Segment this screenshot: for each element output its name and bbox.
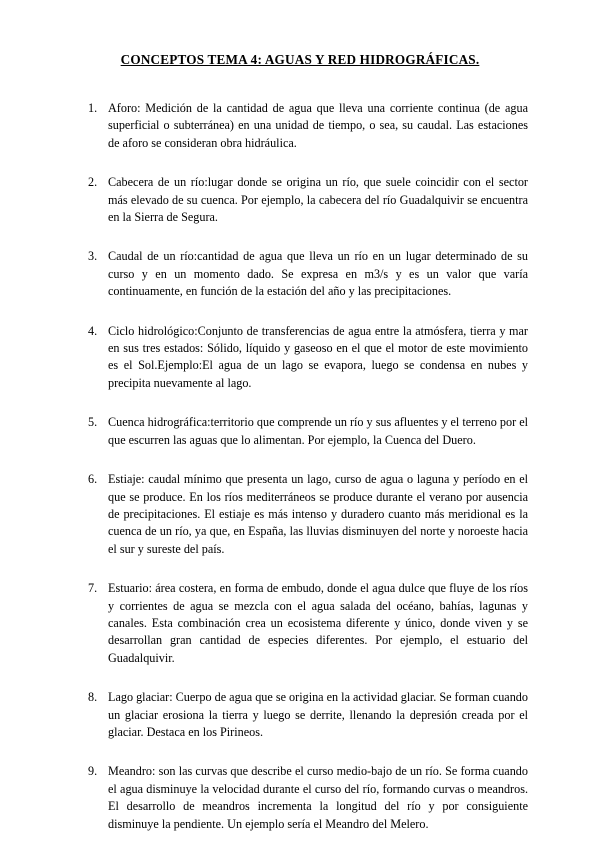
item-text: Estuario: área costera, en forma de embudo, donde el agua dulce que fluye de los ríos y corrientes de agua se mezcla con el agua salada del océano, bahías, lagunas y canales. Esta combinación crea un ecosistema diferente y único, donde viven y se desarrollan gran cantidad de especies diferentes. Por ejemplo, el estuario del Guadalquivir. [108,581,528,665]
item-text: Aforo: Medición de la cantidad de agua que lleva una corriente continua (de agua superficial o subterránea) en una unidad de tiempo, o sea, su caudal. Las estaciones de aforo se consideran obra hidráulica. [108,101,528,150]
item-number: 7. [88,581,98,596]
item-number: 4. [88,323,98,338]
document-title: CONCEPTOS TEMA 4: AGUAS Y RED HIDROGRÁFICAS. [120,52,480,67]
concept-list [0,100,600,855]
item-number: 8. [88,690,98,705]
item-text: Caudal de un río:cantidad de agua que lleva un río en un lugar determinado de su curso y en un momento dado. Se expresa en m3/s y es un valor que varía continuamente, en función de la estación del año y las precipitaciones. [108,249,528,299]
item-number: 9. [88,764,98,779]
list-item [0,763,600,833]
item-number: 5. [88,415,98,430]
item-text: Lago glaciar: Cuerpo de agua que se origina en la actividad glaciar. Se forman cuando un glaciar erosiona la tierra y luego se derrite, llenando la depresión creada por el glaciar. Destaca en los Pirineos. [108,690,528,739]
item-number: 2. [88,175,98,190]
item-number: 6. [88,472,98,487]
item-text: Ciclo hidrológico:Conjunto de transferencias de agua entre la atmósfera, tierra y mar en sus tres estados: Sólido, líquido y gaseoso en el que el motor de este movimiento es el Sol.Ejemplo:El agua de un lago se evapora, luego se condensa en nubes y precipita nuevamente al lago. [108,323,528,390]
list-item [0,580,600,667]
list-item [0,689,600,741]
list-item [0,414,600,449]
item-number: 1. [88,101,98,115]
item-text: Cabecera de un río:lugar donde se origina un río, que suele coincidir con el sector más elevado de su cuenca. Por ejemplo, la cabecera del río Guadalquivir se encuentra en la Sierra de Segura. [108,175,528,225]
item-text: Cuenca hidrográfica:territorio que comprende un río y sus afluentes y el terreno por el que escurren las aguas que lo alimentan. Por ejemplo, la Cuenca del Duero. [108,415,528,447]
item-text: Estiaje: caudal mínimo que presenta un lago, curso de agua o laguna y período en el que se produce. En los ríos mediterráneos se produce durante el verano por ausencia de precipitaciones. El estiaje es más intenso y duradero cuanto más meridional es la cuenca de un río, ya que, en España, las lluvias disminuyen del norte y noroeste hacia el sur y sureste del país. [108,472,528,556]
item-text: Meandro: son las curvas que describe el curso medio-bajo de un río. Se forma cuando el agua disminuye la velocidad durante el curso del río, formando curvas o meandros. El desarrollo de meandros incrementa la longitud del río y por consiguiente disminuye la pendiente. Un ejemplo sería el Meandro del Melero. [108,764,528,831]
list-item [0,323,600,393]
list-item [0,248,600,300]
list-item [0,471,600,558]
item-number: 3. [88,249,98,264]
list-item [0,100,600,152]
list-item [0,174,600,226]
